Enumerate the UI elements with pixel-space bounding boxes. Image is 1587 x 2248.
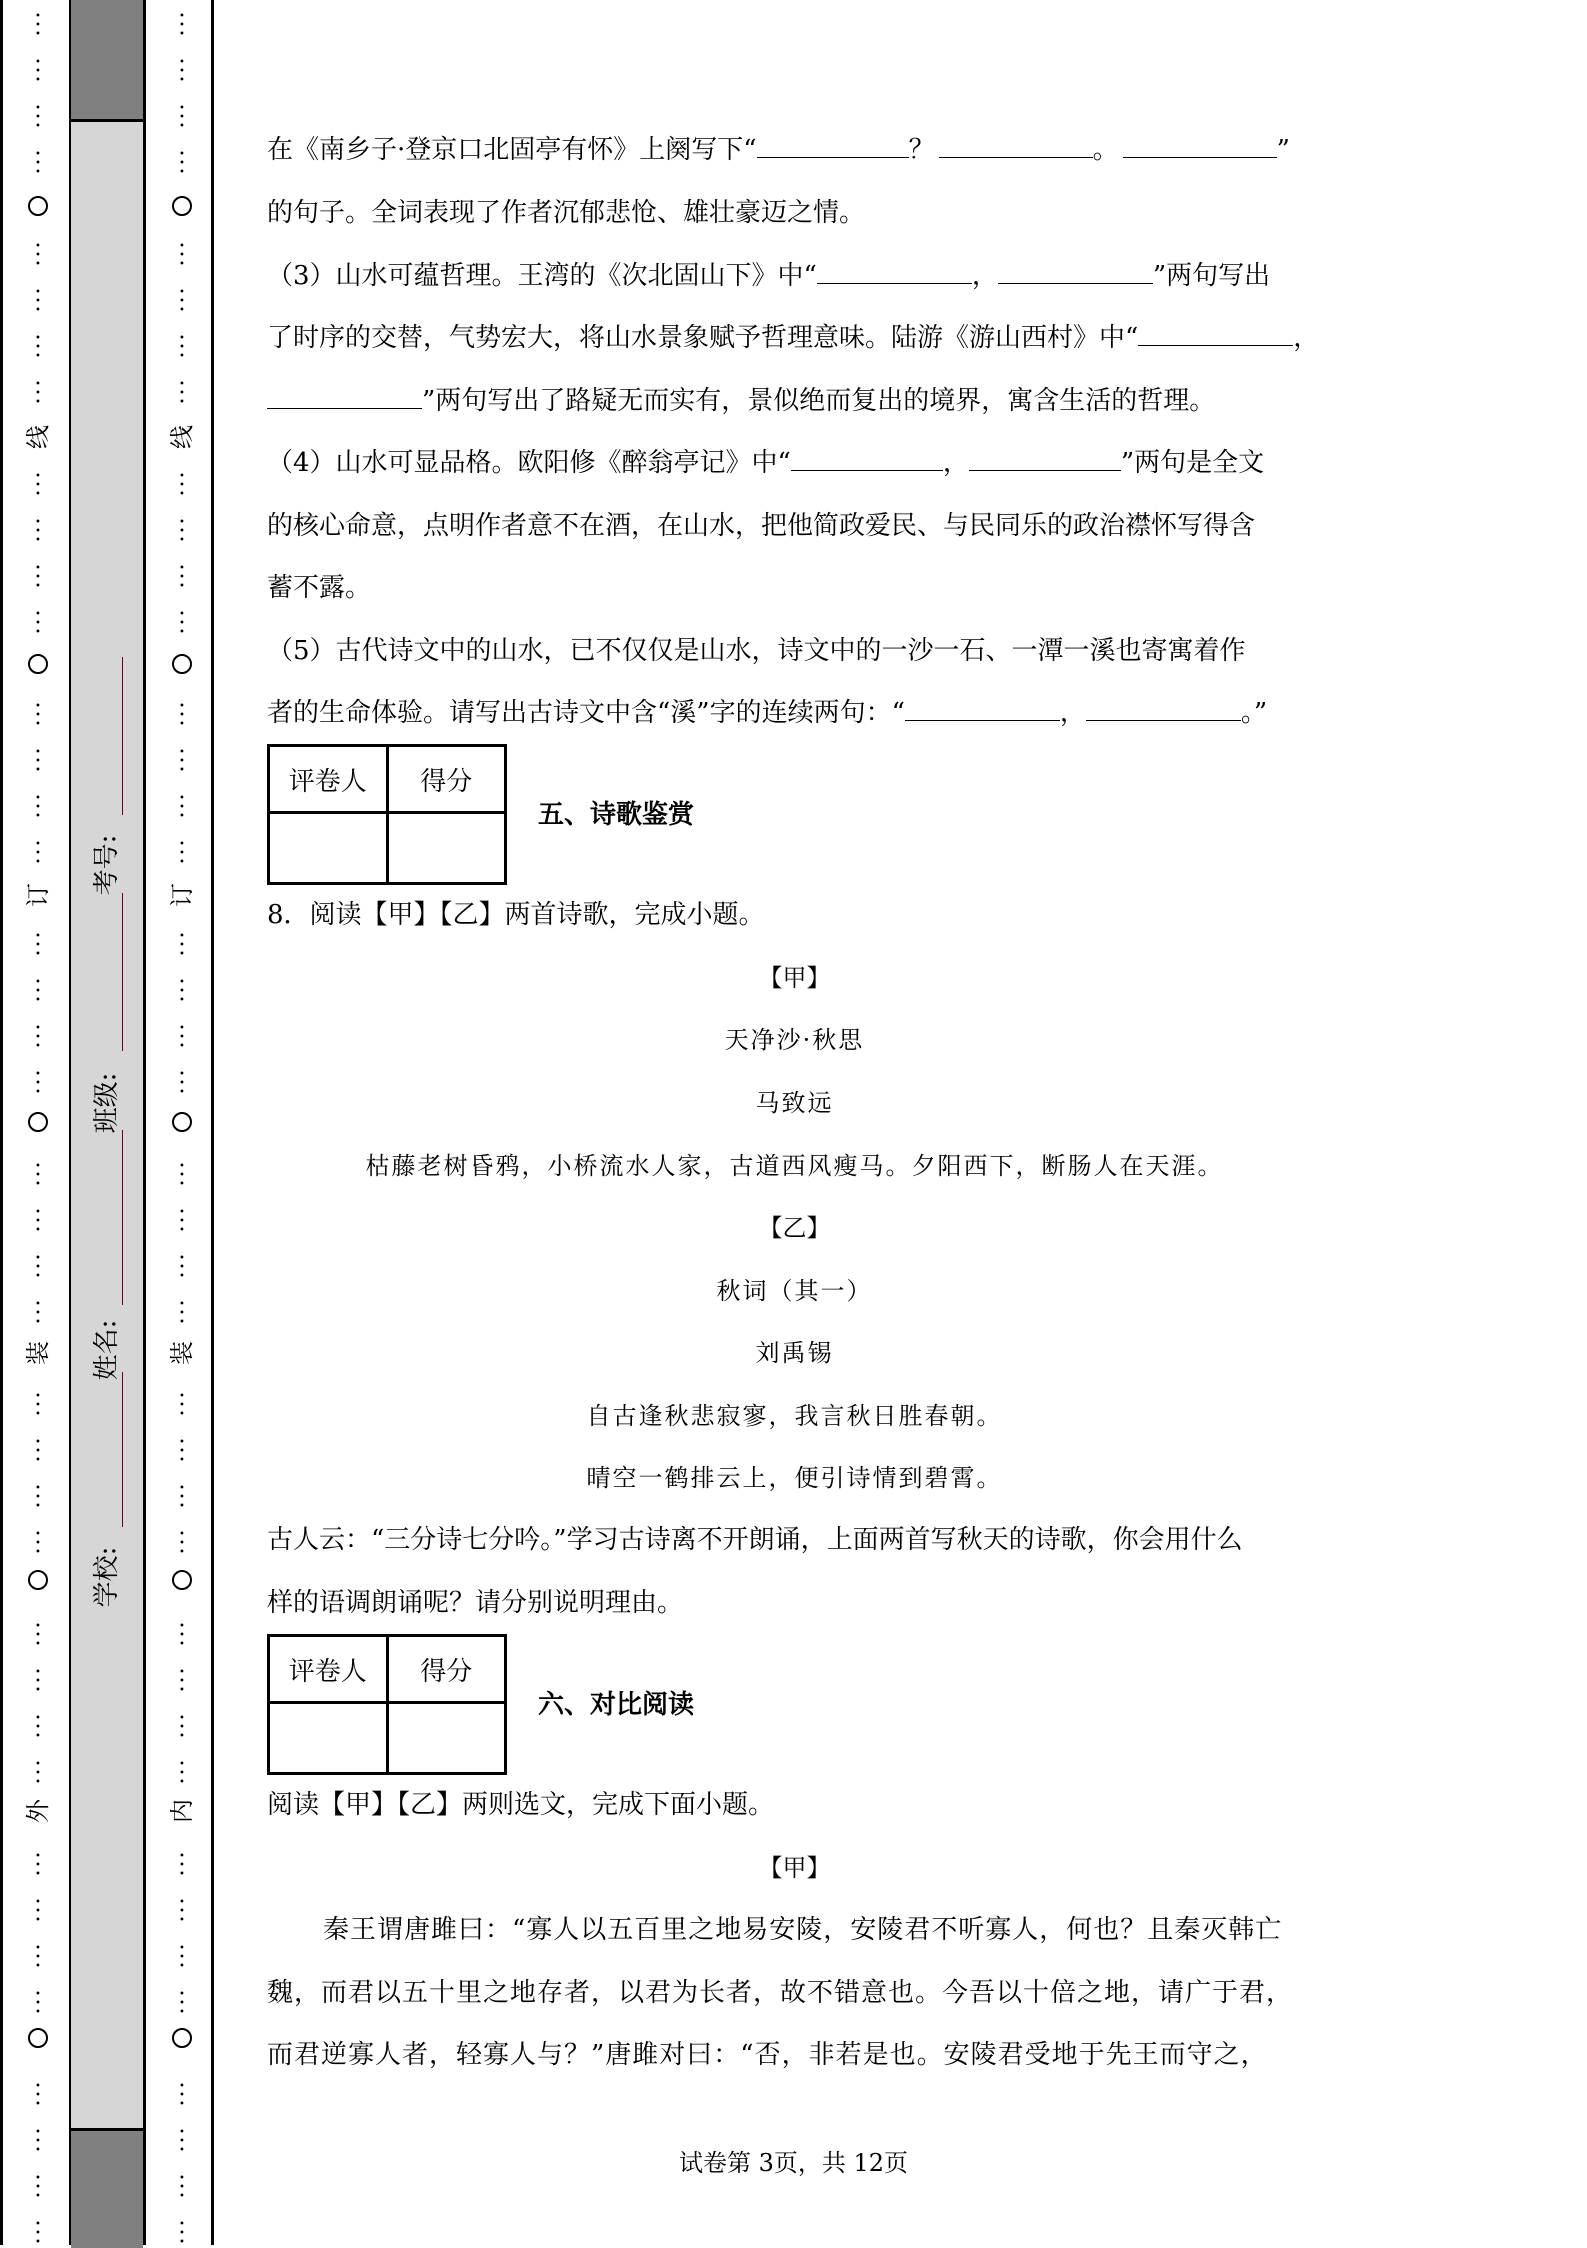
answer-blank[interactable] xyxy=(969,450,1121,471)
poem-b-title: 秋词（其一） xyxy=(716,1277,873,1305)
margin-border-left xyxy=(0,0,3,2245)
field-line-xuexiao xyxy=(122,1372,123,1527)
dot-separator: • • • xyxy=(35,563,41,592)
q7-line2: 的句子。全词表现了作者沉郁悲怆、雄壮豪迈之情。 xyxy=(267,198,866,228)
score-table-section5 xyxy=(267,744,507,885)
answer-blank[interactable] xyxy=(905,700,1060,721)
dot-separator: • • • xyxy=(35,1161,41,1190)
dot-separator: • • • xyxy=(35,1851,41,1880)
dot-separator: • • • xyxy=(35,747,41,776)
dot-separator: • • • xyxy=(35,333,41,362)
answer-blank[interactable] xyxy=(1138,325,1293,346)
passage-a-tag: 【甲】 xyxy=(758,1854,831,1882)
dot-separator: • • • xyxy=(179,931,185,960)
passage-line: 而君逆寡人者，轻寡人与？”唐雎对曰：“否，非若是也。安陵君受地于先王而守之， xyxy=(267,2040,1268,2070)
circle-marker-icon xyxy=(18,196,58,216)
dot-separator: • • • xyxy=(179,517,185,546)
circle-marker-icon xyxy=(162,2028,202,2048)
score-header: 得分 xyxy=(387,1636,506,1703)
dot-separator: • • • xyxy=(179,1299,185,1328)
dot-separator: • • • xyxy=(179,747,185,776)
dot-separator: • • • xyxy=(35,1621,41,1650)
dot-separator: • • • xyxy=(35,517,41,546)
dot-separator: • • • xyxy=(35,977,41,1006)
dot-separator: • • • xyxy=(35,2173,41,2202)
q7-line1: 在《南乡子·登京口北固亭有怀》上阕写下“ ？ 。 ” xyxy=(267,135,1290,165)
dot-separator: • • • xyxy=(35,471,41,500)
dot-separator: • • • xyxy=(179,57,185,86)
field-line-xingming xyxy=(122,1130,123,1305)
dot-separator: • • • xyxy=(35,1897,41,1926)
dot-separator: • • • xyxy=(179,2127,185,2156)
binding-marker-label: 外 xyxy=(24,1799,52,1823)
score-cell[interactable] xyxy=(387,1703,506,1774)
circle-marker-icon xyxy=(162,1112,202,1132)
poem-b-author: 刘禹锡 xyxy=(755,1339,834,1367)
poem-b-line: 自古逢秋悲寂寥，我言秋日胜春朝。 xyxy=(586,1402,1003,1430)
dot-separator: • • • xyxy=(35,701,41,730)
dot-separator: • • • xyxy=(179,1851,185,1880)
dot-separator: • • • xyxy=(35,931,41,960)
dot-separator: • • • xyxy=(179,287,185,316)
band-top-block xyxy=(71,0,143,122)
dot-separator: • • • xyxy=(35,149,41,178)
dot-separator: • • • xyxy=(179,1437,185,1466)
dot-separator: • • • xyxy=(35,1391,41,1420)
q7-4-line1: （4）山水可显品格。欧阳修《醉翁亭记》中“ ， ”两句是全文 xyxy=(267,448,1265,478)
dot-separator: • • • xyxy=(179,839,185,868)
dot-separator: • • • xyxy=(179,1069,185,1098)
circle-marker-icon xyxy=(18,1112,58,1132)
dot-separator: • • • xyxy=(35,1437,41,1466)
dot-separator: • • • xyxy=(35,241,41,270)
dot-separator: • • • xyxy=(35,379,41,408)
answer-blank[interactable] xyxy=(1123,137,1277,158)
poem-a-title: 天净沙·秋思 xyxy=(724,1026,865,1054)
circle-marker-icon xyxy=(162,1570,202,1590)
dot-separator: • • • xyxy=(179,103,185,132)
dot-separator: • • • xyxy=(179,563,185,592)
section6-title: 六、对比阅读 xyxy=(538,1690,695,1720)
dot-separator: • • • xyxy=(35,2081,41,2110)
dot-separator: • • • xyxy=(179,1759,185,1788)
grader-cell[interactable] xyxy=(269,813,388,884)
dot-separator: • • • xyxy=(179,793,185,822)
dot-separator: • • • xyxy=(35,103,41,132)
circle-marker-icon xyxy=(18,2028,58,2048)
page-footer: 试卷第 3页，共 12页 xyxy=(678,2149,909,2177)
dot-separator: • • • xyxy=(35,11,41,40)
dot-separator: • • • xyxy=(179,1023,185,1052)
dot-separator: • • • xyxy=(179,1943,185,1972)
dot-separator: • • • xyxy=(179,1989,185,2018)
dot-separator: • • • xyxy=(179,1897,185,1926)
dot-separator: • • • xyxy=(35,2127,41,2156)
q7-4-line3: 蓄不露。 xyxy=(267,573,372,603)
circle-marker-icon xyxy=(162,654,202,674)
dot-separator: • • • xyxy=(179,701,185,730)
answer-blank[interactable] xyxy=(267,388,422,409)
dot-separator: • • • xyxy=(179,609,185,638)
binding-marker-label: 订 xyxy=(168,883,196,907)
dot-separator: • • • xyxy=(179,471,185,500)
binding-marker-label: 线 xyxy=(168,425,196,449)
poem-b-tag: 【乙】 xyxy=(758,1214,831,1242)
q7-5-line1: （5）古代诗文中的山水，已不仅仅是山水，诗文中的一沙一石、一潭一溪也寄寓着作 xyxy=(267,636,1246,666)
dot-separator: • • • xyxy=(35,793,41,822)
poem-a-tag: 【甲】 xyxy=(758,964,831,992)
dot-separator: • • • xyxy=(179,1529,185,1558)
dot-separator: • • • xyxy=(35,839,41,868)
dot-separator: • • • xyxy=(35,1667,41,1696)
q8-prompt-line1: 古人云：“三分诗七分吟。”学习古诗离不开朗诵，上面两首写秋天的诗歌，你会用什么 xyxy=(267,1525,1243,1555)
q8-question: 8．阅读【甲】【乙】两首诗歌，完成小题。 xyxy=(267,900,765,930)
field-label-xuexiao: 学校: xyxy=(92,1546,122,1608)
dot-separator: • • • xyxy=(179,149,185,178)
dot-separator: • • • xyxy=(179,2219,185,2248)
dot-separator: • • • xyxy=(179,2081,185,2110)
score-cell[interactable] xyxy=(387,813,506,884)
score-table-section6 xyxy=(267,1634,507,1775)
poem-a-line: 枯藤老树昏鸦，小桥流水人家，古道西风瘦马。夕阳西下，断肠人在天涯。 xyxy=(365,1152,1224,1180)
dot-separator: • • • xyxy=(179,2173,185,2202)
field-line-banji xyxy=(122,893,123,1051)
dot-separator: • • • xyxy=(35,1253,41,1282)
binding-marker-label: 订 xyxy=(24,883,52,907)
dot-separator: • • • xyxy=(179,1483,185,1512)
dot-separator: • • • xyxy=(179,333,185,362)
dot-separator: • • • xyxy=(35,287,41,316)
passage-line: 秦王谓唐雎曰：“寡人以五百里之地易安陵，安陵君不听寡人，何也？且秦灭韩亡 xyxy=(323,1915,1283,1945)
passage-line: 魏，而君以五十里之地存者，以君为长者，故不错意也。今吾以十倍之地，请广于君， xyxy=(267,1978,1294,2008)
margin-border-3 xyxy=(211,0,214,2245)
q8-prompt-line2: 样的语调朗诵呢？请分别说明理由。 xyxy=(267,1588,684,1618)
dot-separator: • • • xyxy=(35,609,41,638)
dot-separator: • • • xyxy=(179,1207,185,1236)
dot-separator: • • • xyxy=(35,1483,41,1512)
answer-blank[interactable] xyxy=(791,450,943,471)
dot-separator: • • • xyxy=(179,977,185,1006)
score-header: 得分 xyxy=(387,746,506,813)
q7-5-line2: 者的生命体验。请写出古诗文中含“溪”字的连续两句：“ ， 。” xyxy=(267,698,1268,728)
circle-marker-icon xyxy=(18,1570,58,1590)
field-line-kaohao xyxy=(122,657,123,815)
binding-marker-label: 线 xyxy=(24,425,52,449)
dot-separator: • • • xyxy=(179,1621,185,1650)
dot-separator: • • • xyxy=(35,1989,41,2018)
circle-marker-icon xyxy=(18,654,58,674)
section5-title: 五、诗歌鉴赏 xyxy=(538,800,695,830)
dot-separator: • • • xyxy=(35,57,41,86)
dot-separator: • • • xyxy=(35,1207,41,1236)
circle-marker-icon xyxy=(162,196,202,216)
answer-blank[interactable] xyxy=(998,263,1153,284)
margin-border-2 xyxy=(143,0,146,2245)
poem-b-line: 晴空一鹤排云上，便引诗情到碧霄。 xyxy=(586,1464,1003,1492)
q7-4-line2: 的核心命意，点明作者意不在酒，在山水，把他简政爱民、与民同乐的政治襟怀写得含 xyxy=(267,511,1256,541)
dot-separator: • • • xyxy=(35,1529,41,1558)
field-label-xingming: 姓名: xyxy=(92,1319,122,1381)
dot-separator: • • • xyxy=(35,1759,41,1788)
dot-separator: • • • xyxy=(179,11,185,40)
answer-blank[interactable] xyxy=(1086,700,1241,721)
binding-marker-label: 装 xyxy=(24,1341,52,1365)
dot-separator: • • • xyxy=(35,2219,41,2248)
section6-intro: 阅读【甲】【乙】两则选文，完成下面小题。 xyxy=(267,1790,775,1820)
dot-separator: • • • xyxy=(179,1713,185,1742)
dot-separator: • • • xyxy=(179,1253,185,1282)
band-bottom-block xyxy=(71,2128,143,2248)
answer-blank[interactable] xyxy=(817,263,972,284)
grader-header: 评卷人 xyxy=(269,1636,388,1703)
dot-separator: • • • xyxy=(35,1023,41,1052)
grader-cell[interactable] xyxy=(269,1703,388,1774)
field-label-banji: 班级: xyxy=(92,1072,122,1134)
q7-3-line1: （3）山水可蕴哲理。王湾的《次北固山下》中“ ， ”两句写出 xyxy=(267,261,1271,291)
grader-header: 评卷人 xyxy=(269,746,388,813)
dot-separator: • • • xyxy=(35,1299,41,1328)
dot-separator: • • • xyxy=(35,1713,41,1742)
dot-separator: • • • xyxy=(179,379,185,408)
dot-separator: • • • xyxy=(179,1391,185,1420)
dot-separator: • • • xyxy=(35,1069,41,1098)
answer-blank[interactable] xyxy=(939,137,1093,158)
dot-separator: • • • xyxy=(35,1943,41,1972)
dot-separator: • • • xyxy=(179,241,185,270)
dot-separator: • • • xyxy=(179,1667,185,1696)
binding-marker-label: 内 xyxy=(168,1799,196,1823)
answer-blank[interactable] xyxy=(757,137,909,158)
poem-a-author: 马致远 xyxy=(755,1089,834,1117)
field-label-kaohao: 考号: xyxy=(92,834,122,896)
q7-3-line2: 了时序的交替，气势宏大，将山水景象赋予哲理意味。陆游《游山西村》中“ ， xyxy=(267,323,1320,353)
dot-separator: • • • xyxy=(179,1161,185,1190)
binding-marker-label: 装 xyxy=(168,1341,196,1365)
q7-3-line3: ”两句写出了路疑无而实有，景似绝而复出的境界，寓含生活的哲理。 xyxy=(267,386,1215,416)
